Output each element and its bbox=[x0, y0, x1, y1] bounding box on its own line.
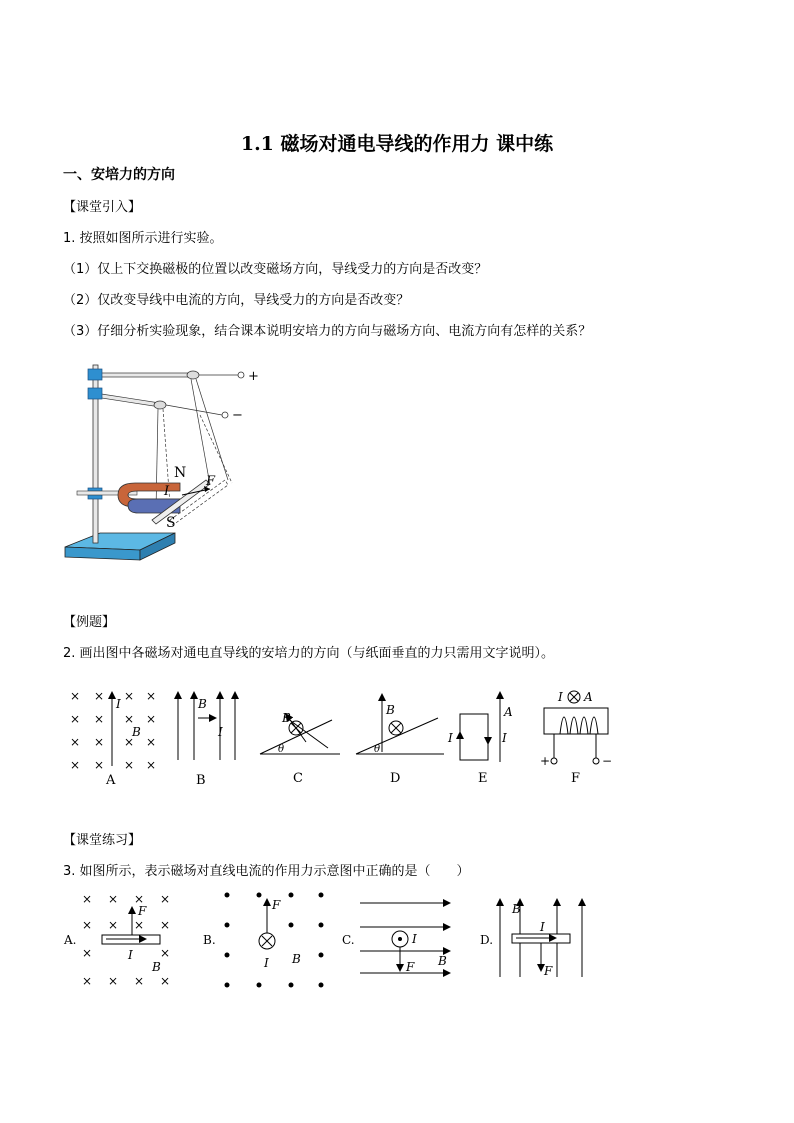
svg-text:B: B bbox=[386, 703, 395, 717]
figure-f bbox=[540, 690, 612, 768]
svg-text:×: × bbox=[94, 758, 105, 772]
svg-text:×: × bbox=[82, 918, 93, 932]
figure-c bbox=[260, 711, 340, 755]
option-b-figure bbox=[225, 893, 324, 988]
caption-e: E bbox=[478, 771, 488, 786]
option-a-figure bbox=[82, 892, 170, 988]
plus-terminal-label: + bbox=[248, 369, 259, 384]
option-b-label: B. bbox=[203, 933, 216, 947]
force-label: F bbox=[206, 474, 216, 489]
svg-text:I: I bbox=[218, 725, 223, 739]
svg-text:×: × bbox=[134, 918, 145, 932]
svg-text:I: I bbox=[264, 956, 269, 970]
caption-a: A bbox=[106, 773, 116, 788]
north-pole-label: N bbox=[174, 465, 187, 481]
svg-text:×: × bbox=[94, 735, 105, 749]
svg-text:×: × bbox=[70, 758, 81, 772]
svg-text:×: × bbox=[146, 712, 157, 726]
figure-b bbox=[178, 692, 235, 760]
svg-text:×: × bbox=[82, 946, 93, 960]
svg-text:A: A bbox=[584, 690, 593, 704]
svg-text:B: B bbox=[292, 952, 301, 966]
svg-text:I: I bbox=[502, 731, 507, 745]
svg-text:I: I bbox=[116, 697, 121, 711]
svg-text:×: × bbox=[108, 892, 119, 906]
current-label: I bbox=[164, 484, 170, 499]
svg-text:F: F bbox=[138, 904, 147, 918]
question-1-stem: 1. 按照如图所示进行实验。 bbox=[63, 231, 223, 246]
svg-text:I: I bbox=[558, 690, 563, 704]
figure-e bbox=[447, 692, 513, 762]
svg-text:×: × bbox=[160, 974, 171, 988]
section-heading: 一、安培力的方向 bbox=[63, 167, 175, 183]
svg-text:×: × bbox=[124, 735, 135, 749]
option-d-figure bbox=[500, 899, 582, 978]
svg-text:×: × bbox=[160, 946, 171, 960]
svg-text:×: × bbox=[124, 712, 135, 726]
svg-text:I: I bbox=[128, 948, 133, 962]
svg-text:×: × bbox=[146, 689, 157, 703]
svg-text:×: × bbox=[146, 758, 157, 772]
svg-text:+: + bbox=[540, 754, 551, 768]
svg-text:×: × bbox=[70, 712, 81, 726]
svg-text:×: × bbox=[146, 735, 157, 749]
question-2-figures bbox=[60, 684, 630, 794]
svg-text:×: × bbox=[160, 892, 171, 906]
svg-text:×: × bbox=[134, 892, 145, 906]
minus-terminal-label: − bbox=[232, 408, 243, 423]
example-label: 【例题】 bbox=[63, 615, 116, 630]
svg-text:×: × bbox=[82, 892, 93, 906]
svg-text:F: F bbox=[406, 960, 415, 974]
svg-text:I: I bbox=[540, 920, 545, 934]
question-3-stem: 3. 如图所示，表示磁场对直线电流的作用力示意图中正确的是（ ） bbox=[63, 864, 470, 879]
svg-text:B: B bbox=[512, 902, 521, 916]
svg-text:F: F bbox=[272, 898, 281, 912]
south-pole-label: S bbox=[166, 515, 176, 531]
caption-f: F bbox=[571, 771, 581, 786]
svg-text:×: × bbox=[70, 735, 81, 749]
svg-text:B: B bbox=[282, 711, 291, 725]
svg-text:×: × bbox=[124, 689, 135, 703]
svg-text:×: × bbox=[108, 974, 119, 988]
option-c-label: C. bbox=[342, 933, 355, 947]
caption-b: B bbox=[196, 773, 206, 788]
svg-text:B: B bbox=[198, 697, 207, 711]
figure-a bbox=[70, 689, 156, 772]
svg-text:B: B bbox=[438, 954, 447, 968]
question-1-part-1: （1）仅上下交换磁极的位置以改变磁场方向，导线受力的方向是否改变？ bbox=[63, 262, 488, 277]
svg-text:×: × bbox=[82, 974, 93, 988]
svg-text:×: × bbox=[94, 689, 105, 703]
svg-text:B: B bbox=[152, 960, 161, 974]
svg-text:B: B bbox=[132, 725, 141, 739]
option-a-label: A. bbox=[64, 933, 77, 947]
svg-text:I: I bbox=[448, 731, 453, 745]
svg-text:A: A bbox=[504, 705, 513, 719]
experiment-apparatus-figure bbox=[60, 355, 280, 570]
question-2-stem: 2. 画出图中各磁场对通电直导线的安培力的方向（与纸面垂直的力只需用文字说明）。 bbox=[63, 646, 555, 661]
question-1-part-2: （2）仅改变导线中电流的方向，导线受力的方向是否改变？ bbox=[63, 293, 410, 308]
svg-text:I: I bbox=[412, 932, 417, 946]
question-1-part-3: （3）仔细分析实验现象，结合课本说明安培力的方向与磁场方向、电流方向有怎样的关系？ bbox=[63, 324, 592, 339]
option-c-figure bbox=[360, 903, 450, 974]
svg-text:×: × bbox=[108, 918, 119, 932]
svg-text:×: × bbox=[124, 758, 135, 772]
page-title: 1.1 磁场对通电导线的作用力 课中练 bbox=[240, 133, 554, 155]
caption-d: D bbox=[390, 771, 401, 786]
svg-text:θ: θ bbox=[278, 744, 285, 755]
svg-text:−: − bbox=[602, 754, 613, 768]
svg-text:θ: θ bbox=[374, 744, 381, 755]
caption-c: C bbox=[293, 771, 303, 786]
svg-text:F: F bbox=[544, 964, 553, 978]
practice-label: 【课堂练习】 bbox=[63, 833, 142, 848]
svg-text:×: × bbox=[94, 712, 105, 726]
question-3-figures bbox=[60, 885, 600, 995]
svg-text:×: × bbox=[134, 974, 145, 988]
svg-text:×: × bbox=[160, 918, 171, 932]
intro-label: 【课堂引入】 bbox=[63, 200, 142, 215]
svg-text:×: × bbox=[70, 689, 81, 703]
option-d-label: D. bbox=[480, 933, 494, 947]
figure-d bbox=[356, 694, 444, 755]
